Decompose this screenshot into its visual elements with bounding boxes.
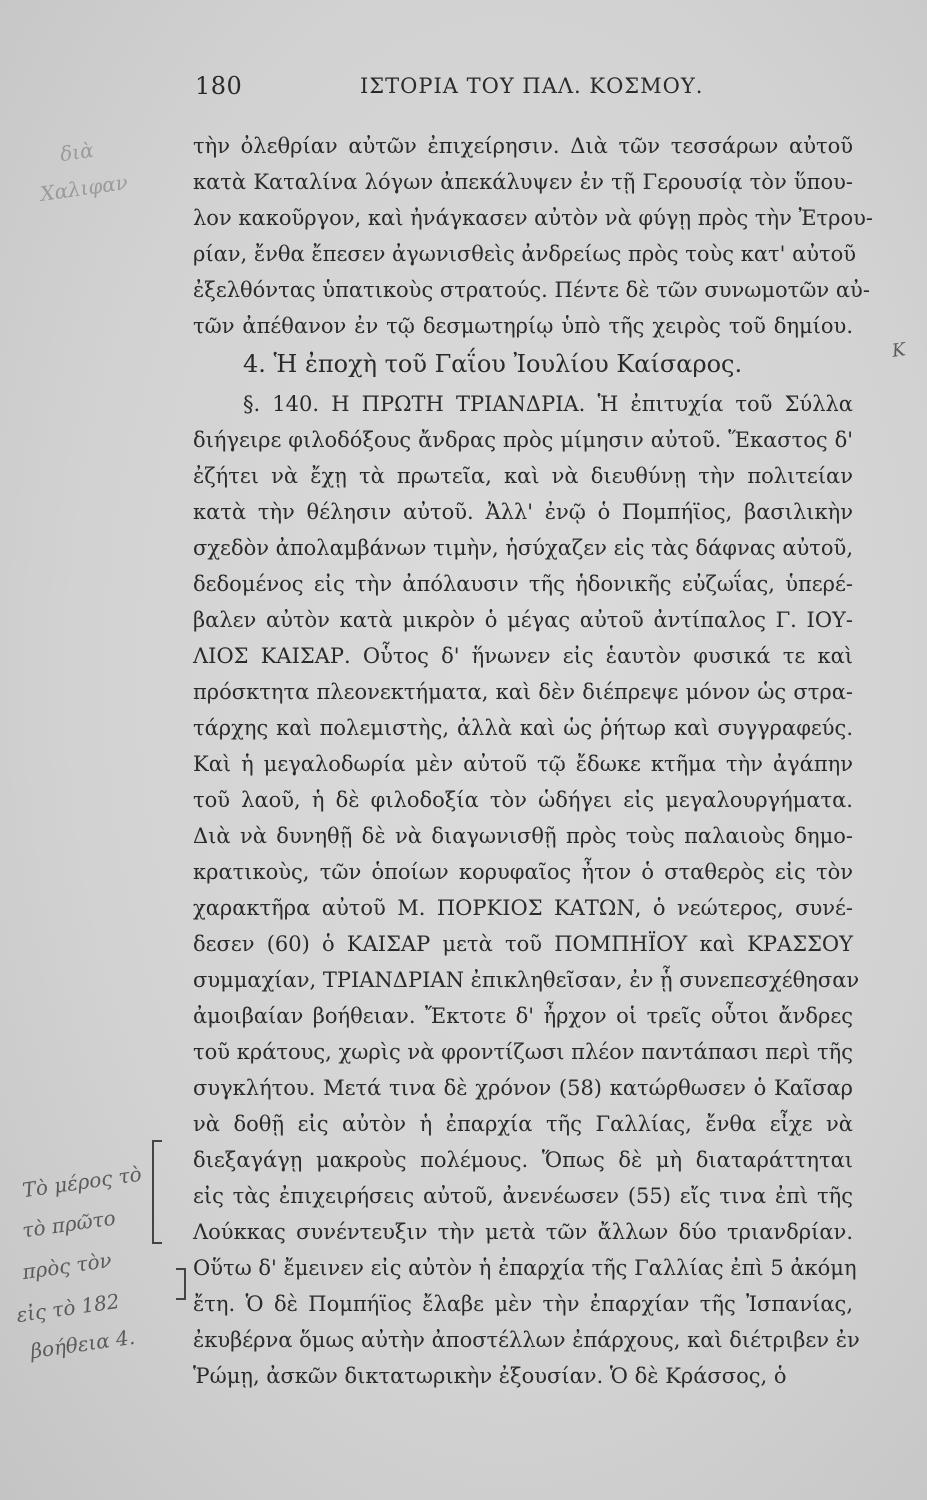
text-line: τὴν ὀλεθρίαν αὐτῶν ἐπιχείρησιν. Διὰ τῶν τεσσάρων αὐτοῦ [193,134,853,158]
text-line: κατὰ τὴν θέλησιν αὐτοῦ. Ἀλλ' ἐνῷ ὁ Πομπήϊος, βασιλικὴν [193,500,853,524]
handwritten-bracket [176,1268,186,1300]
text-line: νὰ δοθῇ εἰς αὐτὸν ἡ ἐπαρχία τῆς Γαλλίας, ἔνθα εἶχε νὰ [193,1112,853,1136]
text-line: βαλεν αὐτὸν κατὰ μικρὸν ὁ μέγας αὐτοῦ ἀντίπαλος Γ. ΙΟΥ- [193,608,853,632]
text-line: Λούκκας συνέντευξιν τὴν μετὰ τῶν ἄλλων δύο τριανδρίαν. [193,1220,853,1244]
text-line: ἐξελθόντας ὑπατικοὺς στρατούς. Πέντε δὲ τῶν συνωμοτῶν αὐ- [193,278,870,302]
margin-note: πρὸς τὸν [20,1247,113,1285]
text-line: συμμαχίαν, ΤΡΙΑΝΔΡΙΑΝ ἐπικληθεῖσαν, ἐν ᾗ συνεπεσχέθησαν [193,968,860,992]
margin-note: Χαλιφαν [38,169,130,207]
text-line: κρατικοὺς, τῶν ὁποίων κορυφαῖος ἦτον ὁ σταθερὸς εἰς τὸν [193,860,853,884]
text-line: τῶν ἀπέθανον ἐν τῷ δεσμωτηρίῳ ὑπὸ τῆς χειρὸς τοῦ δημίου. [193,314,853,338]
text-line: λον κακοῦργον, καὶ ἠνάγκασεν αὐτὸν νὰ φύγῃ πρὸς τὴν Ἐτρου- [193,206,873,230]
text-line: ἔτη. Ὁ δὲ Πομπήϊος ἔλαβε μὲν τὴν ἐπαρχίαν τῆς Ἰσπανίας, [193,1292,853,1316]
margin-note: διὰ [58,137,95,167]
margin-note: εἰς τὸ 182 [14,1288,121,1328]
handwritten-bracket [152,1140,162,1244]
text-line: τοῦ λαοῦ, ἡ δὲ φιλοδοξία τὸν ὡδήγει εἰς μεγαλουργήματα. [193,788,853,812]
text-line: τάρχης καὶ πολεμιστὴς, ἀλλὰ καὶ ὡς ῥήτωρ καὶ συγγραφεύς. [193,716,853,740]
text-line: σχεδὸν ἀπολαμβάνων τιμὴν, ἡσύχαζεν εἰς τὰς δάφνας αὐτοῦ, [193,536,853,560]
text-line: ἀμοιβαίαν βοήθειαν. Ἔκτοτε δ' ἦρχον οἱ τρεῖς οὗτοι ἄνδρες [193,1004,853,1028]
text-line: διήγειρε φιλοδόξους ἄνδρας πρὸς μίμησιν αὐτοῦ. Ἕκαστος δ' [193,428,853,452]
text-line: Ῥώμῃ, ἀσκῶν δικτατωρικὴν ἐξουσίαν. Ὁ δὲ Κράσσος, ὁ [193,1364,787,1388]
text-line: κατὰ Καταλίνα λόγων ἀπεκάλυψεν ἐν τῇ Γερουσίᾳ τὸν ὕπου- [193,170,853,194]
text-line: §. 140. Η ΠΡΩΤΗ ΤΡΙΑΝΔΡΙΑ. Ἡ ἐπιτυχία τοῦ Σύλλα [243,392,853,416]
text-line: χαρακτῆρα αὐτοῦ Μ. ΠΟΡΚΙΟΣ ΚΑΤΩΝ, ὁ νεώτερος, συνέ- [193,896,853,920]
text-line: συγκλήτου. Μετά τινα δὲ χρόνον (58) κατώρθωσεν ὁ Καῖσαρ [193,1076,853,1100]
text-line: τοῦ κράτους, χωρὶς νὰ φροντίζωσι πλέον παντάπασι περὶ τῆς [193,1040,853,1064]
text-line: Καὶ ἡ μεγαλοδωρία μὲν αὐτοῦ τῷ ἔδωκε κτῆμα τὴν ἀγάπην [193,752,853,776]
margin-note: τὸ πρῶτο [20,1205,117,1243]
text-line: ἐζήτει νὰ ἔχῃ τὰ πρωτεῖα, καὶ νὰ διευθύνῃ τὴν πολιτείαν [193,464,853,488]
margin-mark: K [890,339,907,362]
text-line: ΛΙΟΣ ΚΑΙΣΑΡ. Οὗτος δ' ἥνωνεν εἰς ἑαυτὸν φυσικά τε καὶ [193,644,853,668]
margin-note: Τὸ μέρος τὸ [20,1161,144,1203]
page-header [195,72,715,112]
running-head: ΙΣΤΟΡΙΑ ΤΟΥ ΠΑΛ. ΚΟΣΜΟΥ. [360,74,704,98]
text-line: δεσεν (60) ὁ ΚΑΙΣΑΡ μετὰ τοῦ ΠΟΜΠΗΪΟΥ καὶ ΚΡΑΣΣΟΥ [193,932,853,956]
page-number: 180 [195,72,243,100]
text-line: δεδομένος εἰς τὴν ἀπόλαυσιν τῆς ἡδονικῆς εὐζωΐας, ὑπερέ- [193,572,853,596]
section-heading: 4. Ἡ ἐποχὴ τοῦ Γαΐου Ἰουλίου Καίσαρος. [243,350,743,378]
text-line: διεξαγάγῃ μακροὺς πολέμους. Ὅπως δὲ μὴ διαταράττηται [193,1148,853,1172]
text-line: ἐκυβέρνα ὅμως αὐτὴν ἀποστέλλων ἐπάρχους, καὶ διέτριβεν ἐν [193,1328,860,1352]
text-line: Οὕτω δ' ἔμεινεν εἰς αὐτὸν ἡ ἐπαρχία τῆς Γαλλίας ἐπὶ 5 ἀκόμη [193,1256,857,1280]
margin-note: βοήθεια 4. [28,1324,137,1364]
text-line: Διὰ νὰ δυνηθῇ δὲ νὰ διαγωνισθῇ πρὸς τοὺς παλαιοὺς δημο- [193,824,853,848]
text-line: εἰς τὰς ἐπιχειρήσεις αὐτοῦ, ἀνενέωσεν (55) εἴς τινα ἐπὶ τῆς [193,1184,853,1208]
text-line: πρόσκτητα πλεονεκτήματα, καὶ δὲν διέπρεψε μόνον ὡς στρα- [193,680,853,704]
text-line: ρίαν, ἔνθα ἔπεσεν ἀγωνισθεὶς ἀνδρείως πρὸς τοὺς κατ' αὐτοῦ [193,242,857,266]
